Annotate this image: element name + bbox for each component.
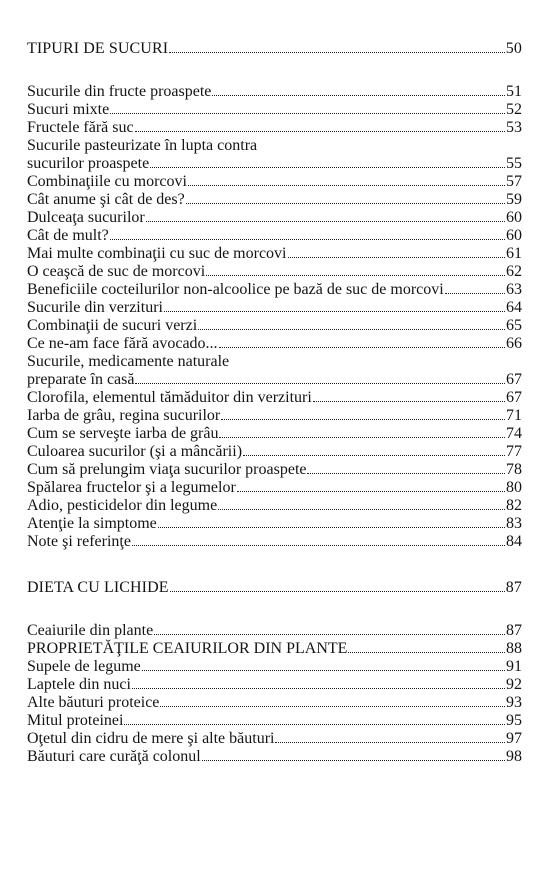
dot-leader [188, 173, 505, 186]
toc-entry [27, 371, 522, 389]
section-gap [27, 58, 522, 83]
toc-entry-title: Cum să prelungim viaţa sucurilor proaspete [27, 461, 307, 478]
toc-entry-title: Sucurile pasteurizate în lupta contra [27, 137, 258, 154]
toc-entry-title: Ce ne-am face fără avocado... [27, 335, 218, 352]
toc-entry-title: Atenţie la simptome [27, 515, 157, 532]
toc-entry [27, 533, 522, 551]
toc-page-number: 55 [506, 155, 522, 172]
toc-entry-title: Cum se serveşte iarba de grâu [27, 425, 219, 442]
toc-entry [27, 389, 522, 407]
dot-leader [132, 676, 505, 689]
toc-entry [27, 730, 522, 748]
toc-entry [27, 119, 522, 137]
toc-page-number: 82 [506, 497, 522, 514]
toc-page-number: 88 [506, 640, 522, 657]
table-of-contents [27, 40, 522, 766]
toc-entry-title: Mai multe combinaţii cu suc de morcovi [27, 245, 287, 262]
toc-page-number: 78 [506, 461, 522, 478]
dot-leader [160, 694, 505, 707]
dot-leader [198, 317, 505, 330]
dot-leader [169, 40, 505, 53]
toc-entry [27, 676, 522, 694]
toc-entry-title: Ceaiurile din plante [27, 622, 154, 639]
toc-page-number: 59 [506, 191, 522, 208]
dot-leader [445, 281, 505, 294]
toc-entry-title: TIPURI DE SUCURI [27, 40, 169, 57]
dot-leader [313, 389, 505, 402]
toc-entry-title: Clorofila, elementul tămăduitor din verzituri [27, 389, 312, 406]
toc-page-number: 77 [506, 443, 522, 460]
dot-leader [275, 730, 505, 743]
toc-entry-title: Combinaţiile cu morcovi [27, 173, 187, 190]
dot-leader [243, 443, 505, 456]
toc-page-number: 97 [506, 730, 522, 747]
dot-leader [307, 461, 505, 474]
toc-entry [27, 497, 522, 515]
toc-entry-title: Culoarea sucurilor (şi a mâncării) [27, 443, 243, 460]
toc-entry [27, 443, 522, 461]
toc-page-number: 65 [506, 317, 522, 334]
toc-entry [27, 317, 522, 335]
toc-entry-title: Cât de mult? [27, 227, 109, 244]
dot-leader [221, 407, 505, 420]
toc-page-number: 61 [506, 245, 522, 262]
toc-entry [27, 227, 522, 245]
toc-page-number: 71 [506, 407, 522, 424]
toc-entry-title: Sucurile din fructe proaspete [27, 83, 212, 100]
toc-entry-title: Note şi referinţe [27, 533, 131, 550]
toc-page-number: 74 [506, 425, 522, 442]
toc-section-heading [27, 40, 522, 58]
dot-leader [164, 299, 505, 312]
toc-page-number: 52 [506, 101, 522, 118]
toc-entry [27, 173, 522, 191]
section-gap [27, 551, 522, 579]
toc-entry [27, 137, 522, 155]
dot-leader [348, 640, 505, 653]
toc-entry-title: Băuturi care curăţă colonul [27, 748, 201, 765]
toc-entry [27, 694, 522, 712]
toc-entry-title: Cât anume şi cât de des? [27, 191, 185, 208]
toc-page-number: 98 [506, 748, 522, 765]
toc-entry-title: Spălarea fructelor şi a legumelor [27, 479, 236, 496]
toc-page-number: 87 [506, 622, 522, 639]
section-gap [27, 597, 522, 622]
dot-leader [154, 622, 505, 635]
toc-entry-title: Dulceaţa sucurilor [27, 209, 145, 226]
dot-leader [219, 335, 505, 348]
dot-leader [150, 155, 505, 168]
toc-page-number: 60 [506, 227, 522, 244]
toc-page-number: 63 [506, 281, 522, 298]
dot-leader [212, 83, 505, 96]
dot-leader [218, 497, 505, 510]
toc-page-number: 83 [506, 515, 522, 532]
toc-page-number: 64 [506, 299, 522, 316]
toc-entry [27, 83, 522, 101]
toc-page-number: 57 [506, 173, 522, 190]
toc-page-number: 67 [506, 371, 522, 388]
dot-leader [186, 191, 505, 204]
toc-entry-title: Mitul proteinei [27, 712, 124, 729]
dot-leader [142, 658, 505, 671]
toc-entry [27, 101, 522, 119]
dot-leader [170, 579, 505, 592]
toc-page-number: 95 [506, 712, 522, 729]
toc-entry-title: Alte băuturi proteice [27, 694, 160, 711]
dot-leader [158, 515, 505, 528]
dot-leader [237, 479, 505, 492]
toc-page-number: 62 [506, 263, 522, 280]
toc-entry-title: PROPRIETĂŢILE CEAIURILOR DIN PLANTE [27, 640, 348, 657]
toc-entry [27, 155, 522, 173]
toc-entry [27, 353, 522, 371]
toc-entry-title: Supele de legume [27, 658, 141, 675]
toc-entry [27, 209, 522, 227]
toc-section-heading [27, 579, 522, 597]
toc-entry [27, 407, 522, 425]
toc-entry-title: preparate în casă [27, 371, 135, 388]
toc-entry [27, 658, 522, 676]
toc-page-number: 53 [506, 119, 522, 136]
toc-entry [27, 712, 522, 730]
toc-entry [27, 479, 522, 497]
toc-page-number: 93 [506, 694, 522, 711]
toc-entry [27, 461, 522, 479]
toc-entry-title: Sucuri mixte [27, 101, 110, 118]
toc-page-number: 80 [506, 479, 522, 496]
toc-entry-title: Sucurile din verzituri [27, 299, 163, 316]
toc-page-number: 51 [506, 83, 522, 100]
toc-entry [27, 622, 522, 640]
dot-leader [202, 748, 505, 761]
toc-entry-title: Fructele fără suc [27, 119, 134, 136]
toc-entry [27, 640, 522, 658]
dot-leader [288, 245, 506, 258]
dot-leader [110, 227, 505, 240]
dot-leader [135, 119, 505, 132]
toc-page-number: 91 [506, 658, 522, 675]
dot-leader [146, 209, 505, 222]
toc-entry [27, 425, 522, 443]
toc-entry [27, 748, 522, 766]
dot-leader [219, 425, 505, 438]
dot-leader [206, 263, 505, 276]
toc-page-number: 66 [506, 335, 522, 352]
toc-page-number: 60 [506, 209, 522, 226]
toc-entry-title: DIETA CU LICHIDE [27, 579, 169, 596]
toc-entry [27, 515, 522, 533]
toc-page-number: 87 [505, 579, 522, 596]
toc-entry-title: Adio, pesticidelor din legume [27, 497, 218, 514]
toc-entry-title: Laptele din nuci [27, 676, 131, 693]
toc-entry-title: Iarba de grâu, regina sucurilor [27, 407, 221, 424]
toc-entry [27, 299, 522, 317]
dot-leader [110, 101, 505, 114]
toc-page-number: 84 [506, 533, 522, 550]
toc-entry-title: Beneficiile cocteilurilor non-alcoolice pe bază de suc de morcovi [27, 281, 444, 298]
toc-entry [27, 263, 522, 281]
toc-entry-title: Sucurile, medicamente naturale [27, 353, 230, 370]
dot-leader [135, 371, 505, 384]
toc-page-number: 50 [505, 40, 522, 57]
toc-entry [27, 335, 522, 353]
toc-entry [27, 191, 522, 209]
dot-leader [132, 533, 505, 546]
toc-entry [27, 281, 522, 299]
toc-page-number: 67 [506, 389, 522, 406]
toc-entry-title: Combinaţii de sucuri verzi [27, 317, 198, 334]
toc-entry-title: Oţetul din cidru de mere şi alte băuturi [27, 730, 275, 747]
toc-entry-title: sucurilor proaspete [27, 155, 150, 172]
toc-entry-title: O ceaşcă de suc de morcovi [27, 263, 206, 280]
dot-leader [124, 712, 505, 725]
toc-page-number: 92 [506, 676, 522, 693]
toc-entry [27, 245, 522, 263]
